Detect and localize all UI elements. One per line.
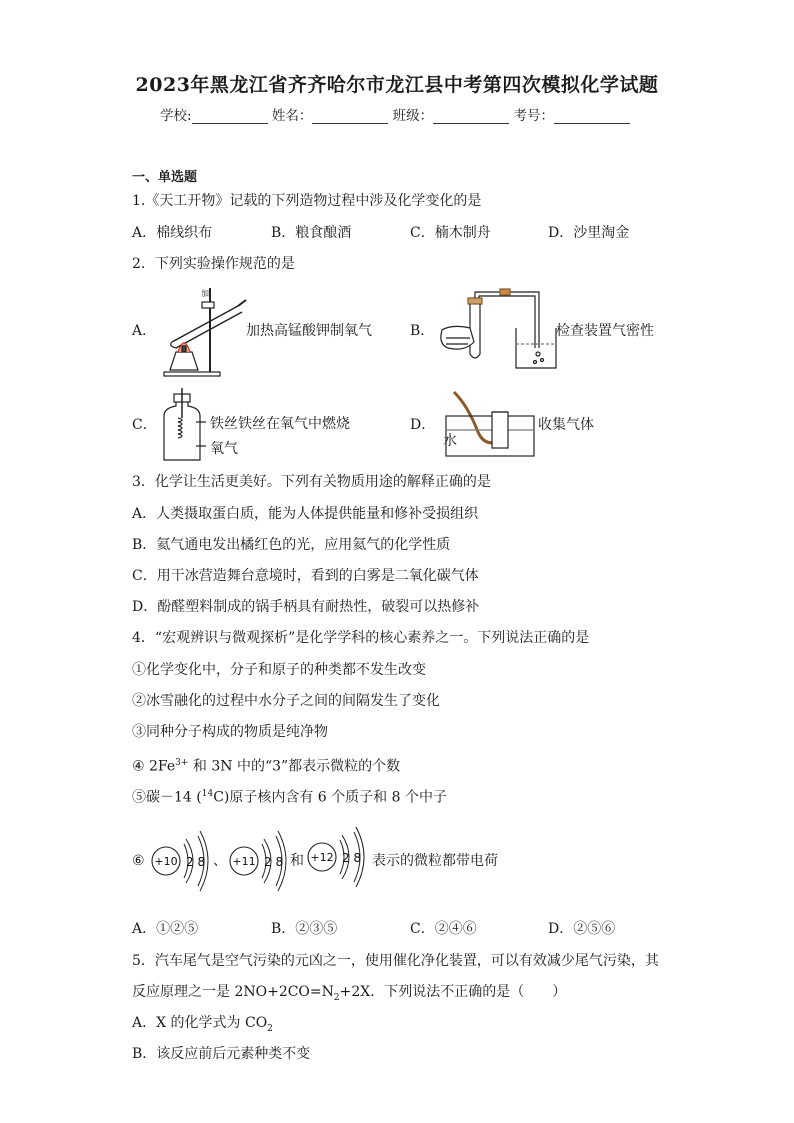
q4-statement-5: ⑤碳－14 ($^{14}$C)原子核内含有 6 个质子和 8 个中子 xyxy=(132,789,447,806)
ion-1-nucleus: +10 xyxy=(154,855,178,868)
q2-option-c-label-wire: 铁丝铁丝在氧气中燃烧 xyxy=(210,416,350,432)
q4-option-c[interactable]: C．②④⑥ xyxy=(410,921,477,937)
q2-option-b-caption: 检查装置气密性 xyxy=(556,323,654,339)
q5-option-a[interactable]: A．X 的化学式为 $CO_2$ xyxy=(132,1015,273,1034)
ion-3-shells: 2 8 xyxy=(342,851,362,865)
q4-stem: 4．“宏观辨识与微观探析”是化学学科的核心素养之一。下列说法正确的是 xyxy=(132,630,590,646)
q3-stem: 3．化学让生活更美好。下列有关物质用途的解释正确的是 xyxy=(132,474,491,490)
name-blank[interactable] xyxy=(312,109,388,124)
ion-2-shells: 2 8 xyxy=(264,855,284,869)
q1-stem: 1.《天工开物》记载的下列造物过程中涉及化学变化的是 xyxy=(132,193,482,209)
q3-option-b[interactable]: B．氦气通电发出橘红色的光，应用氦气的化学性质 xyxy=(132,537,451,553)
q1-option-c[interactable]: C．楠木制舟 xyxy=(410,225,491,241)
q4-option-b[interactable]: B．②③⑤ xyxy=(271,921,338,937)
section-heading: 一、单选题 xyxy=(132,170,198,185)
ion-3-nucleus: +12 xyxy=(310,851,334,864)
q3-option-a[interactable]: A．人类摄取蛋白质，能为人体提供能量和修补受损组织 xyxy=(132,506,479,522)
page-title: 2023年黑龙江省齐齐哈尔市龙江县中考第四次模拟化学试题 xyxy=(135,74,659,96)
q4-statement-3: ③同种分子构成的物质是纯净物 xyxy=(132,724,328,740)
ion-structure-2 xyxy=(228,822,290,900)
ion-1-shells: 2 8 xyxy=(186,855,206,869)
ion-2-nucleus: +11 xyxy=(232,855,256,868)
school-blank[interactable] xyxy=(192,109,268,124)
q5-option-b[interactable]: B．该反应前后元素种类不变 xyxy=(132,1046,311,1062)
q5-stem-line1: 5．汽车尾气是空气污染的元凶之一，使用催化净化装置，可以有效减少尾气污染，其 xyxy=(132,953,659,969)
school-label: 学校: xyxy=(160,108,192,124)
q4-statement-6-mark: ⑥ xyxy=(132,853,145,869)
q1-option-a[interactable]: A．棉线织布 xyxy=(132,225,213,241)
q3-option-c[interactable]: C．用干冰营造舞台意境时，看到的白雾是二氧化碳气体 xyxy=(132,568,479,584)
q2-option-d-caption: 收集气体 xyxy=(538,417,594,433)
q4-statement-4: ④ $2Fe^{3+}$ 和 3N 中的“3”都表示微粒的个数 xyxy=(132,758,401,775)
svg-text:加: 加 xyxy=(201,289,209,298)
q2-stem: 2．下列实验操作规范的是 xyxy=(132,256,295,272)
q2-option-c-letter[interactable]: C． xyxy=(132,417,157,433)
student-info-line xyxy=(160,104,630,124)
exam-no-label: 考号： xyxy=(513,108,554,124)
q1-option-b[interactable]: B．粮食酿酒 xyxy=(271,225,352,241)
q1-option-d[interactable]: D．沙里淘金 xyxy=(548,225,630,241)
exam-no-blank[interactable] xyxy=(554,109,630,124)
q4-statement-2: ②冰雪融化的过程中水分子之间的间隔发生了变化 xyxy=(132,693,440,709)
q2-option-b-letter[interactable]: B． xyxy=(410,323,435,339)
class-label: 班级： xyxy=(392,108,434,124)
q4-option-a[interactable]: A．①②⑤ xyxy=(132,921,199,937)
ion-structure-3 xyxy=(306,818,368,896)
q2-option-a-letter[interactable]: A． xyxy=(132,323,157,339)
ion-structure-1 xyxy=(150,822,212,900)
class-blank[interactable] xyxy=(433,109,509,124)
q4-option-d[interactable]: D．②⑤⑥ xyxy=(548,921,616,937)
q4-separator-2: 和 xyxy=(290,853,304,869)
q4-separator-1: 、 xyxy=(213,853,227,869)
q2-option-a-caption: 加热高锰酸钾制氧气 xyxy=(246,323,372,339)
q2-option-c-label-oxygen: 氧气 xyxy=(210,441,238,457)
q4-statement-1: ①化学变化中，分子和原子的种类都不发生改变 xyxy=(132,662,426,678)
iron-wire-combustion-figure xyxy=(160,388,210,464)
airtightness-check-figure xyxy=(436,286,556,374)
q3-option-d[interactable]: D．酚醛塑料制成的锅手柄具有耐热性，破裂可以热修补 xyxy=(132,599,480,615)
q4-statement-6-tail: 表示的微粒都带电荷 xyxy=(372,853,498,869)
heating-kmno4-figure xyxy=(158,284,248,380)
q2-option-d-letter[interactable]: D． xyxy=(410,417,436,433)
q2-option-d-water-label: 水 xyxy=(443,433,457,449)
name-label: 姓名： xyxy=(271,108,313,124)
q5-stem-line2: 反应原理之一是 $2NO+2CO=N_2+2X$．下列说法不正确的是（ ） xyxy=(132,984,567,1003)
